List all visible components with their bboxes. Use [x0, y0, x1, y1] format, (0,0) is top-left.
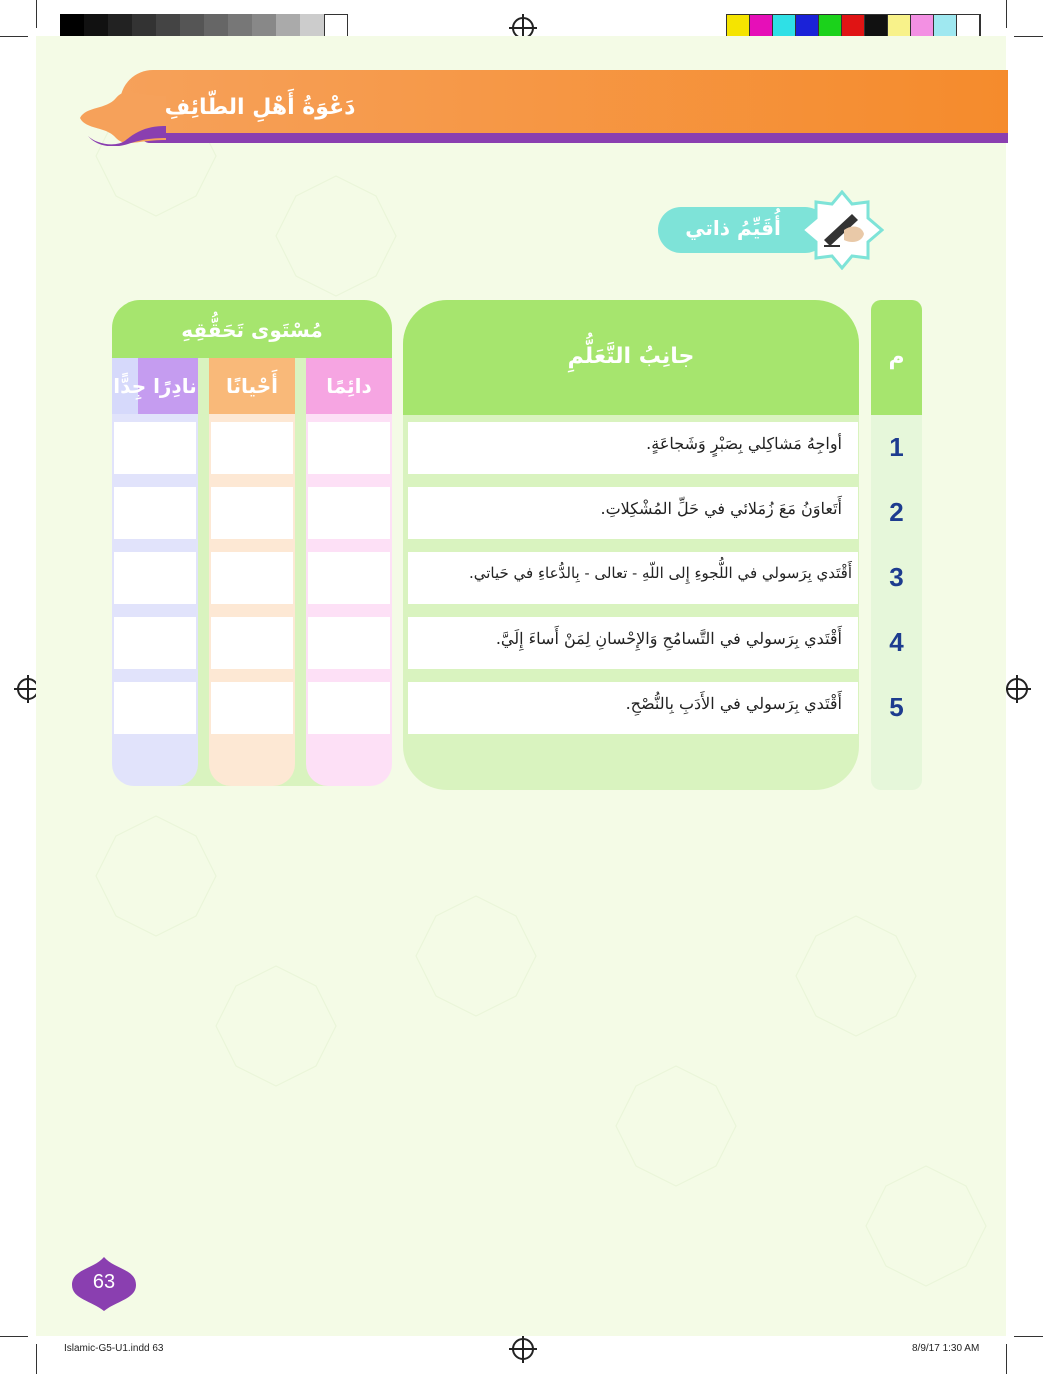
pencil-hand-icon [800, 190, 884, 270]
grayscale-print-bar [60, 14, 348, 38]
level-rarely-label: نادِرًا جِدًّا [112, 358, 198, 414]
crop-mark [36, 1344, 37, 1374]
crop-mark [1006, 1344, 1007, 1374]
self-evaluation-label: أُقَيِّمُ ذاتي [685, 216, 781, 240]
lesson-title: دَعْوَةُ أَهْلِ الطّائِفِ [164, 95, 356, 120]
registration-mark-bottom [512, 1338, 534, 1360]
check-cell-sometimes[interactable] [211, 487, 293, 539]
check-cell-rarely[interactable] [114, 552, 196, 604]
learning-aspect-text: أواجِهُ مَشاكِلي بِصَبْرٍ وَشَجاعَةٍ. [646, 434, 842, 453]
learning-aspect-label: جانِبُ التَّعَلُّمِ [567, 344, 695, 369]
check-cell-always[interactable] [308, 552, 390, 604]
check-cell-rarely[interactable] [114, 422, 196, 474]
level-sometimes-label: أَحْيانًا [209, 358, 295, 414]
table-row [408, 422, 858, 474]
learning-aspect-text: أَقْتَدي بِرَسولي في الأَدَبِ بِالنُّصْحِ. [625, 694, 842, 713]
page-number: 63 [92, 1271, 116, 1293]
crop-mark [1014, 36, 1043, 37]
row-number: 1 [889, 432, 904, 462]
table-row [408, 552, 858, 604]
crop-mark [0, 1336, 28, 1337]
check-cell-rarely[interactable] [114, 487, 196, 539]
check-cell-always[interactable] [308, 617, 390, 669]
check-cell-always[interactable] [308, 682, 390, 734]
header-underline [140, 133, 1008, 143]
check-cell-sometimes[interactable] [211, 617, 293, 669]
table-row [408, 617, 858, 669]
check-cell-sometimes[interactable] [211, 422, 293, 474]
row-number: 2 [889, 497, 904, 527]
achievement-level-title: مُسْتَوى تَحَقُّقِهِ [181, 318, 323, 342]
row-number: 3 [889, 562, 904, 592]
registration-mark-right [1006, 678, 1028, 700]
crop-mark [36, 0, 37, 28]
number-column-label: م [888, 345, 905, 370]
level-always-label: دائِمًا [306, 358, 392, 414]
check-cell-sometimes[interactable] [211, 552, 293, 604]
crop-mark [0, 36, 28, 37]
crop-mark [1006, 0, 1007, 28]
file-slug: Islamic-G5-U1.indd 63 [64, 1343, 164, 1354]
row-number: 4 [889, 627, 904, 657]
learning-aspect-text: أَقْتَدي بِرَسولي في اللُّجوءِ إِلى اللّهِ - تعالى - بِالدُّعاءِ في حَياتي. [468, 564, 852, 582]
crop-mark [1014, 1336, 1043, 1337]
learning-aspect-text: أَقْتَدي بِرَسولي في التَّسامُحِ وَالإِحْسانِ لِمَنْ أَساءَ إِلَيَّ. [495, 629, 842, 648]
table-row [408, 682, 858, 734]
check-cell-always[interactable] [308, 422, 390, 474]
date-slug: 8/9/17 1:30 AM [912, 1343, 980, 1354]
row-number: 5 [889, 692, 904, 722]
check-cell-sometimes[interactable] [211, 682, 293, 734]
learning-aspect-text: أَتَعاوَنُ مَعَ زُمَلائي في حَلِّ المُشْكِلاتِ. [600, 499, 842, 518]
check-cell-rarely[interactable] [114, 617, 196, 669]
check-cell-always[interactable] [308, 487, 390, 539]
table-row [408, 487, 858, 539]
check-cell-rarely[interactable] [114, 682, 196, 734]
